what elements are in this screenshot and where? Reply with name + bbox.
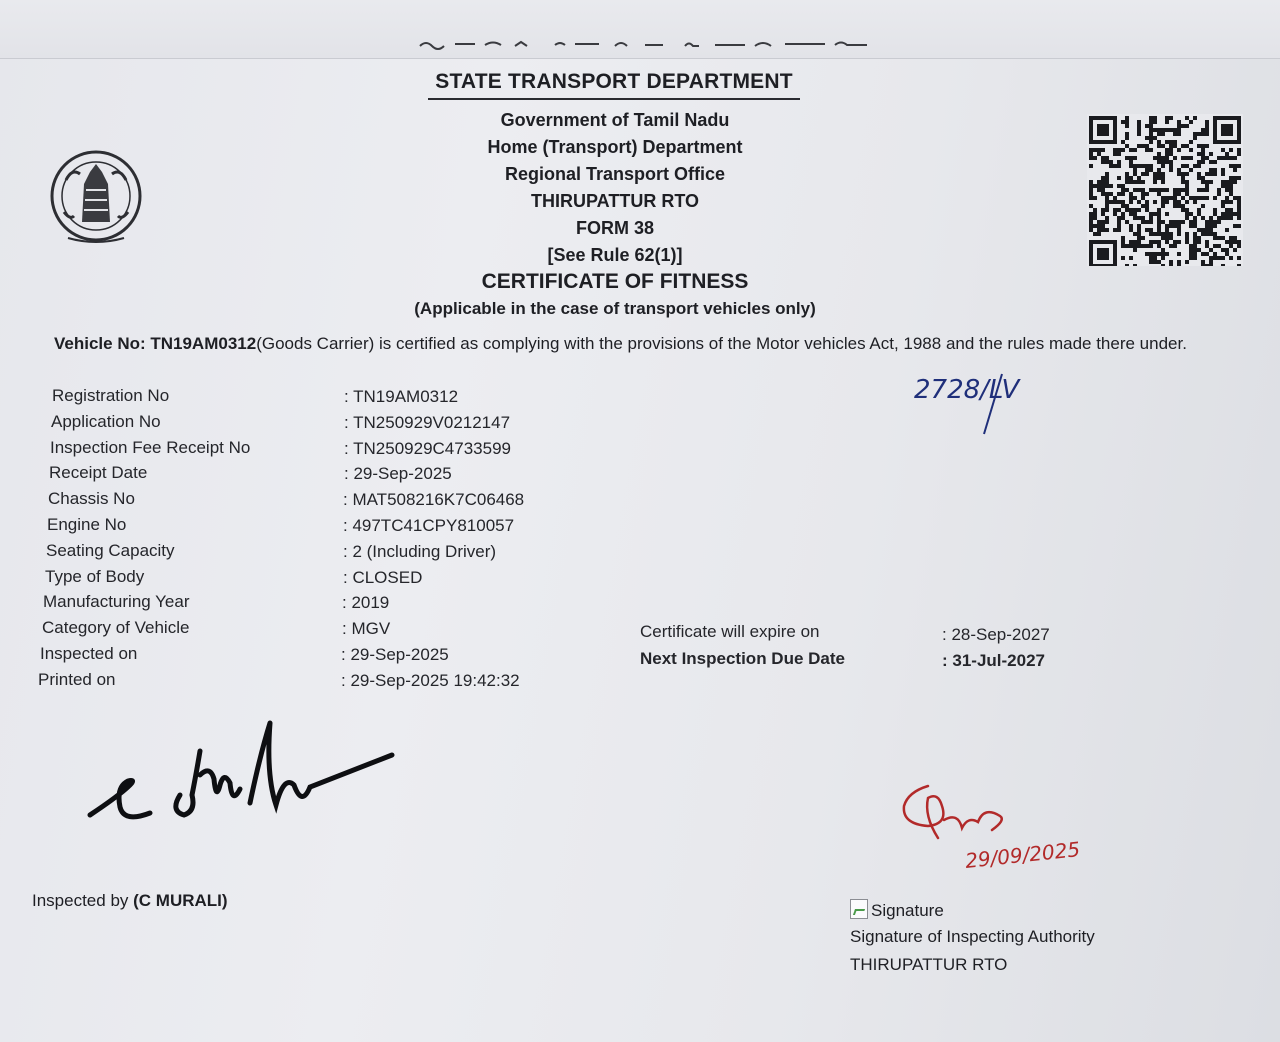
detail-label: Inspection Fee Receipt No [50, 437, 251, 457]
detail-value: : TN19AM0312 [344, 387, 459, 406]
government-line: Government of Tamil Nadu [500, 110, 730, 130]
form-number: FORM 38 [575, 218, 654, 238]
rto-line: THIRUPATTUR RTO [531, 191, 699, 211]
authority-signature-date: 29/09/2025 [964, 837, 1082, 873]
department-title: STATE TRANSPORT DEPARTMENT [428, 70, 800, 100]
detail-value: : 2 (Including Driver) [343, 541, 497, 561]
detail-label: Registration No [52, 386, 170, 405]
next-inspection-value: : 31-Jul-2027 [942, 651, 1045, 670]
detail-label: Seating Capacity [46, 540, 175, 560]
detail-value: : 2019 [342, 593, 390, 613]
authority-label: Signature of Inspecting Authority [850, 927, 1095, 946]
certificate-title: CERTIFICATE OF FITNESS [481, 270, 749, 293]
detail-value: : 29-Sep-2025 [344, 464, 452, 484]
state-emblem-icon [48, 150, 144, 246]
rule-reference: [See Rule 62(1)] [547, 245, 683, 265]
detail-label: Engine No [47, 515, 127, 534]
detail-value: : 497TC41CPY810057 [343, 516, 515, 535]
expiry-value: : 28-Sep-2027 [942, 625, 1050, 644]
inspector-signature [80, 715, 400, 835]
expiry-label: Certificate will expire on [640, 622, 820, 641]
qr-code-icon [1087, 114, 1243, 266]
detail-value: : 29-Sep-2025 19:42:32 [341, 670, 520, 690]
detail-label: Manufacturing Year [43, 592, 190, 612]
next-inspection-label: Next Inspection Due Date [640, 649, 845, 668]
certification-text: (Goods Carrier) is certified as complying with the provisions of the Motor vehicles Act, 1988 and the rules made there under. [256, 334, 1187, 353]
detail-label: Category of Vehicle [42, 618, 190, 638]
detail-value: : TN250929V0212147 [344, 412, 511, 432]
office-line: Regional Transport Office [504, 164, 726, 184]
detail-value: : 29-Sep-2025 [341, 645, 449, 664]
detail-value: : TN250929C4733599 [344, 438, 511, 458]
faint-top-text [415, 30, 895, 52]
handwritten-note-text: 2728/LV [914, 375, 1020, 405]
department-line: Home (Transport) Department [487, 137, 743, 157]
detail-value: : MGV [342, 619, 391, 639]
signature-alt-text: Signature [871, 901, 944, 920]
applicability-note: (Applicable in the case of transport vehicles only) [414, 299, 816, 318]
handwritten-reference-note [912, 368, 1052, 438]
broken-image-icon [850, 899, 868, 919]
detail-label: Receipt Date [49, 463, 148, 483]
detail-label: Chassis No [48, 489, 135, 509]
authority-office: THIRUPATTUR RTO [850, 955, 1008, 974]
inspected-by [32, 891, 228, 911]
signature-image [850, 899, 944, 921]
detail-label: Type of Body [45, 566, 145, 586]
detail-value: : CLOSED [343, 567, 423, 587]
detail-value: : MAT508216K7C06468 [343, 490, 525, 510]
detail-label: Inspected on [40, 644, 138, 663]
detail-label: Application No [51, 411, 161, 431]
authority-signature [888, 776, 1138, 876]
inspected-by-label: Inspected by [32, 891, 134, 910]
inspector-name: (C MURALI) [133, 891, 228, 910]
vehicle-number-label: Vehicle No: TN19AM0312 [54, 334, 257, 353]
detail-label: Printed on [38, 669, 116, 689]
certification-statement [54, 332, 1214, 356]
